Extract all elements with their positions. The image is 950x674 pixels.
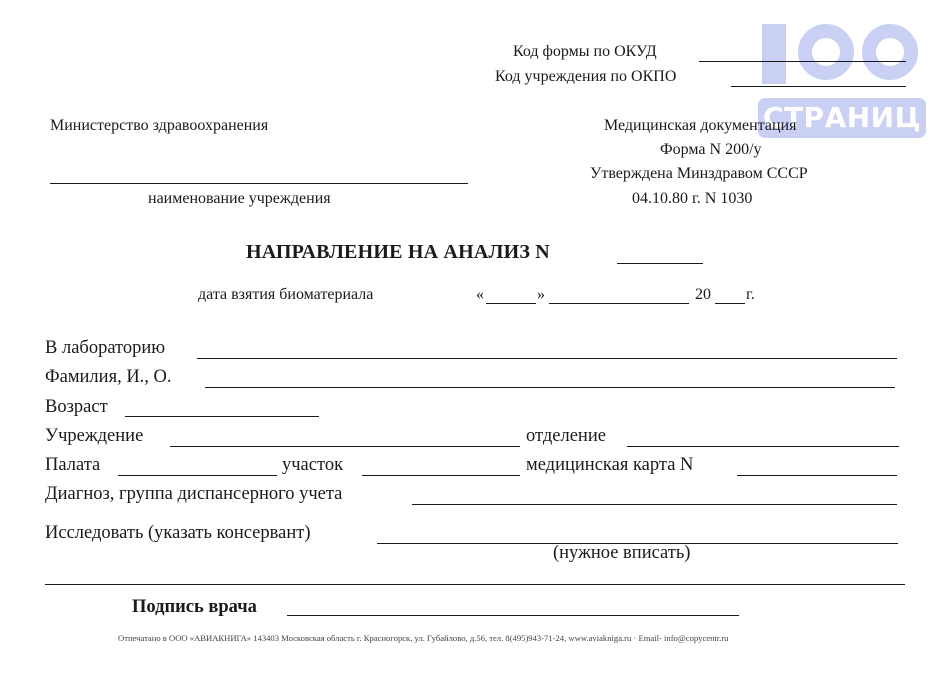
watermark-label: СТРАНИЦ xyxy=(758,98,926,138)
research-label: Исследовать (указать консервант) xyxy=(45,523,311,543)
date-year-line xyxy=(715,303,745,304)
ministry-text: Министерство здравоохранения xyxy=(50,117,269,134)
okud-line xyxy=(699,61,906,62)
research-continuation-line xyxy=(45,584,905,585)
age-line xyxy=(125,416,319,417)
page-title: НАПРАВЛЕНИЕ НА АНАЛИЗ N xyxy=(246,241,550,263)
district-line xyxy=(362,475,520,476)
institution-name-caption: наименование учреждения xyxy=(148,190,331,207)
med-card-line xyxy=(737,475,897,476)
institution-line xyxy=(170,446,520,447)
signature-line xyxy=(287,615,739,616)
name-line xyxy=(205,387,895,388)
med-card-label: медицинская карта N xyxy=(526,455,694,475)
printer-footer: Отпечатано в ООО «АВИАКНИГА» 143403 Московская область г. Красногорск, ул. Губайлово, д.56, тел. 8(495)943-71-24, www.aviakniga.ru · Email- info@copycentr.ru xyxy=(118,633,729,643)
med-doc-line4: 04.10.80 г. N 1030 xyxy=(632,190,753,207)
date-month-line xyxy=(549,303,689,304)
name-label: Фамилия, И., О. xyxy=(45,367,172,387)
signature-label: Подпись врача xyxy=(132,597,257,617)
date-year-suffix: г. xyxy=(746,286,755,303)
date-label: дата взятия биоматериала xyxy=(198,286,374,303)
med-doc-line3: Утверждена Минздравом СССР xyxy=(590,165,808,182)
title-number-line xyxy=(617,263,703,264)
institution-name-line xyxy=(50,183,468,184)
district-label: участок xyxy=(282,455,344,475)
date-year-prefix: 20 xyxy=(695,286,711,303)
department-label: отделение xyxy=(526,426,606,446)
research-hint: (нужное вписать) xyxy=(553,543,691,563)
med-doc-line2: Форма N 200/у xyxy=(660,141,762,158)
age-label: Возраст xyxy=(45,397,108,417)
okpo-label: Код учреждения по ОКПО xyxy=(495,68,677,85)
diagnosis-line xyxy=(412,504,897,505)
watermark-digit-one xyxy=(762,24,786,84)
ward-line xyxy=(118,475,277,476)
laboratory-label: В лабораторию xyxy=(45,338,166,358)
okud-label: Код формы по ОКУД xyxy=(513,43,657,60)
watermark-digit-zero-second xyxy=(862,24,918,80)
diagnosis-label: Диагноз, группа диспансерного учета xyxy=(45,484,343,504)
watermark-digit-zero-first xyxy=(798,24,854,80)
med-doc-line1: Медицинская документация xyxy=(604,117,797,134)
date-open-quote: « xyxy=(476,286,484,303)
institution-label: Учреждение xyxy=(45,426,144,446)
date-close-quote: » xyxy=(537,286,545,303)
ward-label: Палата xyxy=(45,455,101,475)
okpo-line xyxy=(731,86,906,87)
laboratory-line xyxy=(197,358,897,359)
date-day-line xyxy=(486,303,536,304)
department-line xyxy=(627,446,899,447)
